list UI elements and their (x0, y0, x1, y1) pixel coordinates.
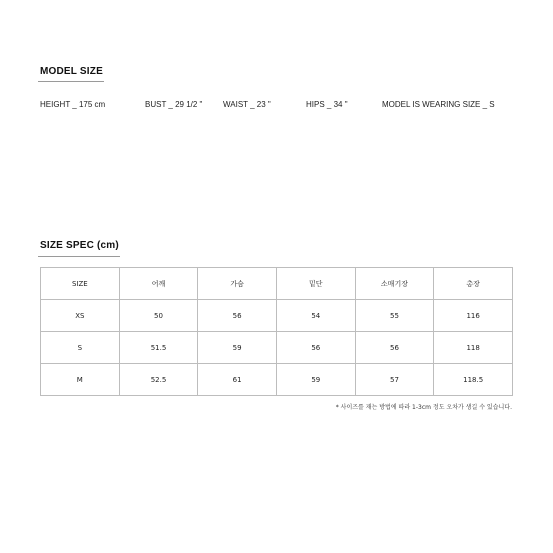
model-size-underline (38, 81, 104, 82)
table-cell: 56 (198, 300, 277, 332)
table-header-cell: 소매기장 (355, 268, 434, 300)
table-cell: 52.5 (119, 364, 198, 396)
model-height: HEIGHT _ 175 cm (40, 100, 106, 109)
table-header-row (41, 268, 513, 300)
table-cell: S (41, 332, 120, 364)
table-cell: 61 (198, 364, 277, 396)
table-cell: 55 (355, 300, 434, 332)
table-row (41, 332, 513, 364)
size-spec-underline (38, 256, 120, 257)
table-cell: 57 (355, 364, 434, 396)
table-cell: 118 (434, 332, 513, 364)
size-spec-table (40, 267, 513, 396)
table-cell: 56 (276, 332, 355, 364)
table-header-cell: 어깨 (119, 268, 198, 300)
table-row (41, 364, 513, 396)
table-cell: 118.5 (434, 364, 513, 396)
table-cell: 54 (276, 300, 355, 332)
table-row (41, 300, 513, 332)
table-header-cell: 총장 (434, 268, 513, 300)
table-cell: 50 (119, 300, 198, 332)
model-bust: BUST _ 29 1/2 " (145, 100, 203, 109)
model-hips: HIPS _ 34 " (306, 100, 348, 109)
table-cell: 59 (276, 364, 355, 396)
model-waist: WAIST _ 23 " (223, 100, 271, 109)
table-cell: 59 (198, 332, 277, 364)
size-spec-title: SIZE SPEC (cm) (40, 240, 119, 251)
table-cell: M (41, 364, 120, 396)
table-cell: 51.5 (119, 332, 198, 364)
measurement-note: * 사이즈를 재는 방법에 따라 1-3cm 정도 오차가 생길 수 있습니다. (335, 404, 512, 411)
model-size-title: MODEL SIZE (40, 66, 103, 77)
model-wearing-size: MODEL IS WEARING SIZE _ S (382, 100, 495, 109)
table-cell: XS (41, 300, 120, 332)
table-cell: 116 (434, 300, 513, 332)
table-header-cell: 밑단 (276, 268, 355, 300)
table-header-cell: SIZE (41, 268, 120, 300)
table-cell: 56 (355, 332, 434, 364)
table-header-cell: 가슴 (198, 268, 277, 300)
